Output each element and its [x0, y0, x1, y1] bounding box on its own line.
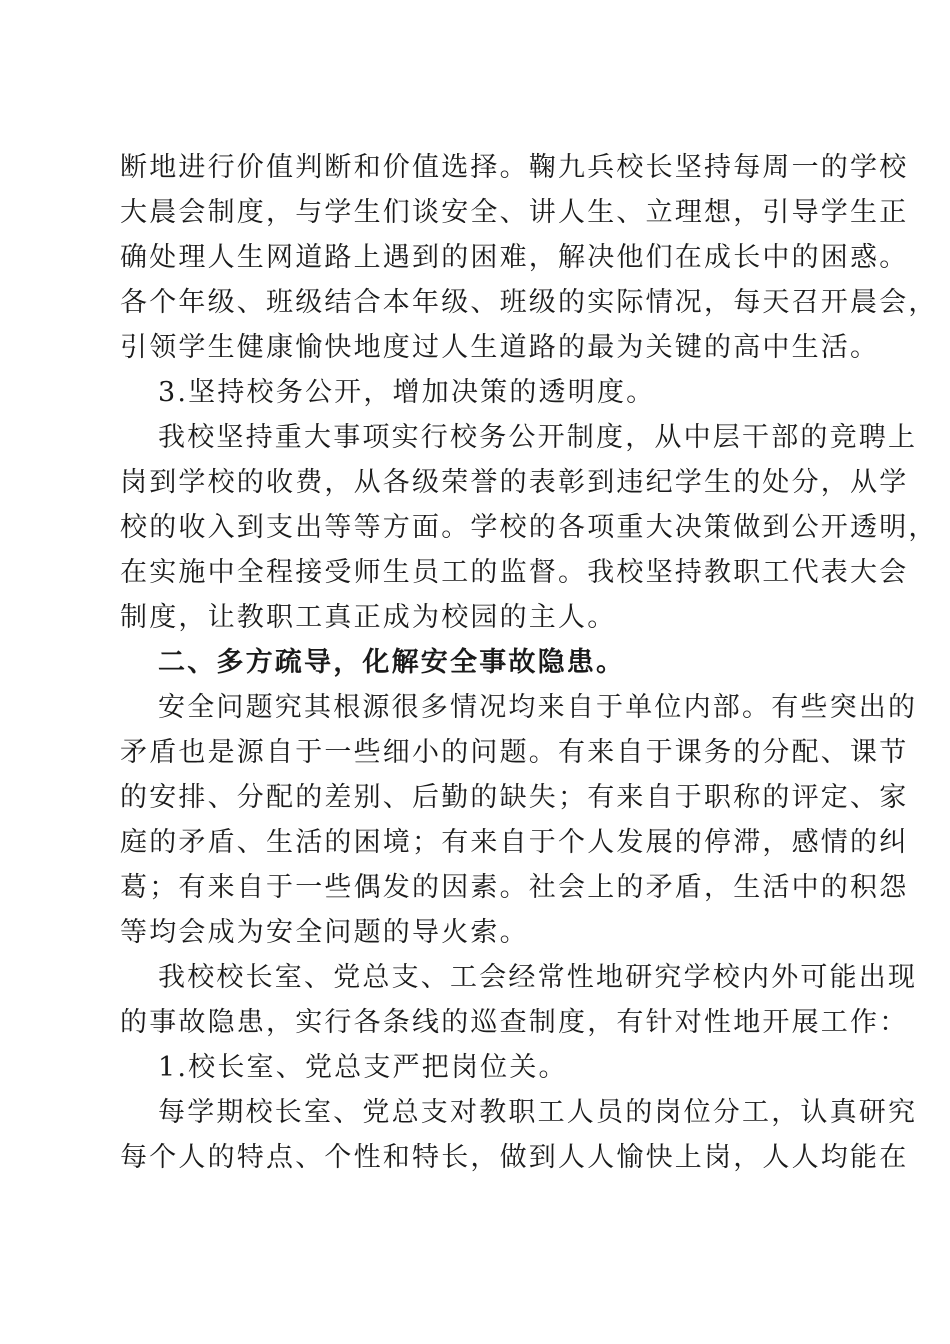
text-line: 各个年级、班级结合本年级、班级的实际情况，每天召开晨会，: [120, 287, 938, 318]
text-line: 等均会成为安全问题的导火索。: [120, 917, 529, 948]
text-line: 校的收入到支出等等方面。学校的各项重大决策做到公开透明，: [120, 512, 938, 543]
text-line: 的安排、分配的差别、后勤的缺失；有来自于职称的评定、家: [120, 782, 909, 813]
text-line: 确处理人生网道路上遇到的困难，解决他们在成长中的困惑。: [120, 242, 909, 273]
text-line: 安全问题究其根源很多情况均来自于单位内部。有些突出的: [158, 692, 918, 723]
text-line: 引领学生健康愉快地度过人生道路的最为关键的高中生活。: [120, 332, 880, 363]
text-line: 我校坚持重大事项实行校务公开制度，从中层干部的竞聘上: [158, 422, 918, 453]
section-heading: 二、多方疏导，化解安全事故隐患。: [158, 647, 626, 678]
text-line: 每个人的特点、个性和特长，做到人人愉快上岗，人人均能在: [120, 1142, 909, 1173]
text-line: 我校校长室、党总支、工会经常性地研究学校内外可能出现: [158, 962, 918, 993]
text-line: 庭的矛盾、生活的困境；有来自于个人发展的停滞，感情的纠: [120, 827, 909, 858]
text-line: 每学期校长室、党总支对教职工人员的岗位分工，认真研究: [158, 1097, 918, 1128]
text-line: 在实施中全程接受师生员工的监督。我校坚持教职工代表大会: [120, 557, 909, 588]
text-line: 断地进行价值判断和价值选择。鞠九兵校长坚持每周一的学校: [120, 152, 909, 183]
text-line: 矛盾也是源自于一些细小的问题。有来自于课务的分配、课节: [120, 737, 909, 768]
section-subheading: 1.校长室、党总支严把岗位关。: [158, 1052, 568, 1083]
text-line: 岗到学校的收费，从各级荣誉的表彰到违纪学生的处分，从学: [120, 467, 909, 498]
section-subheading: 3.坚持校务公开，增加决策的透明度。: [158, 377, 656, 408]
text-line: 葛；有来自于一些偶发的因素。社会上的矛盾，生活中的积怨: [120, 872, 909, 903]
text-line: 制度，让教职工真正成为校园的主人。: [120, 602, 617, 633]
text-line: 的事故隐患，实行各条线的巡查制度，有针对性地开展工作：: [120, 1007, 909, 1038]
text-line: 大晨会制度，与学生们谈安全、讲人生、立理想，引导学生正: [120, 197, 909, 228]
